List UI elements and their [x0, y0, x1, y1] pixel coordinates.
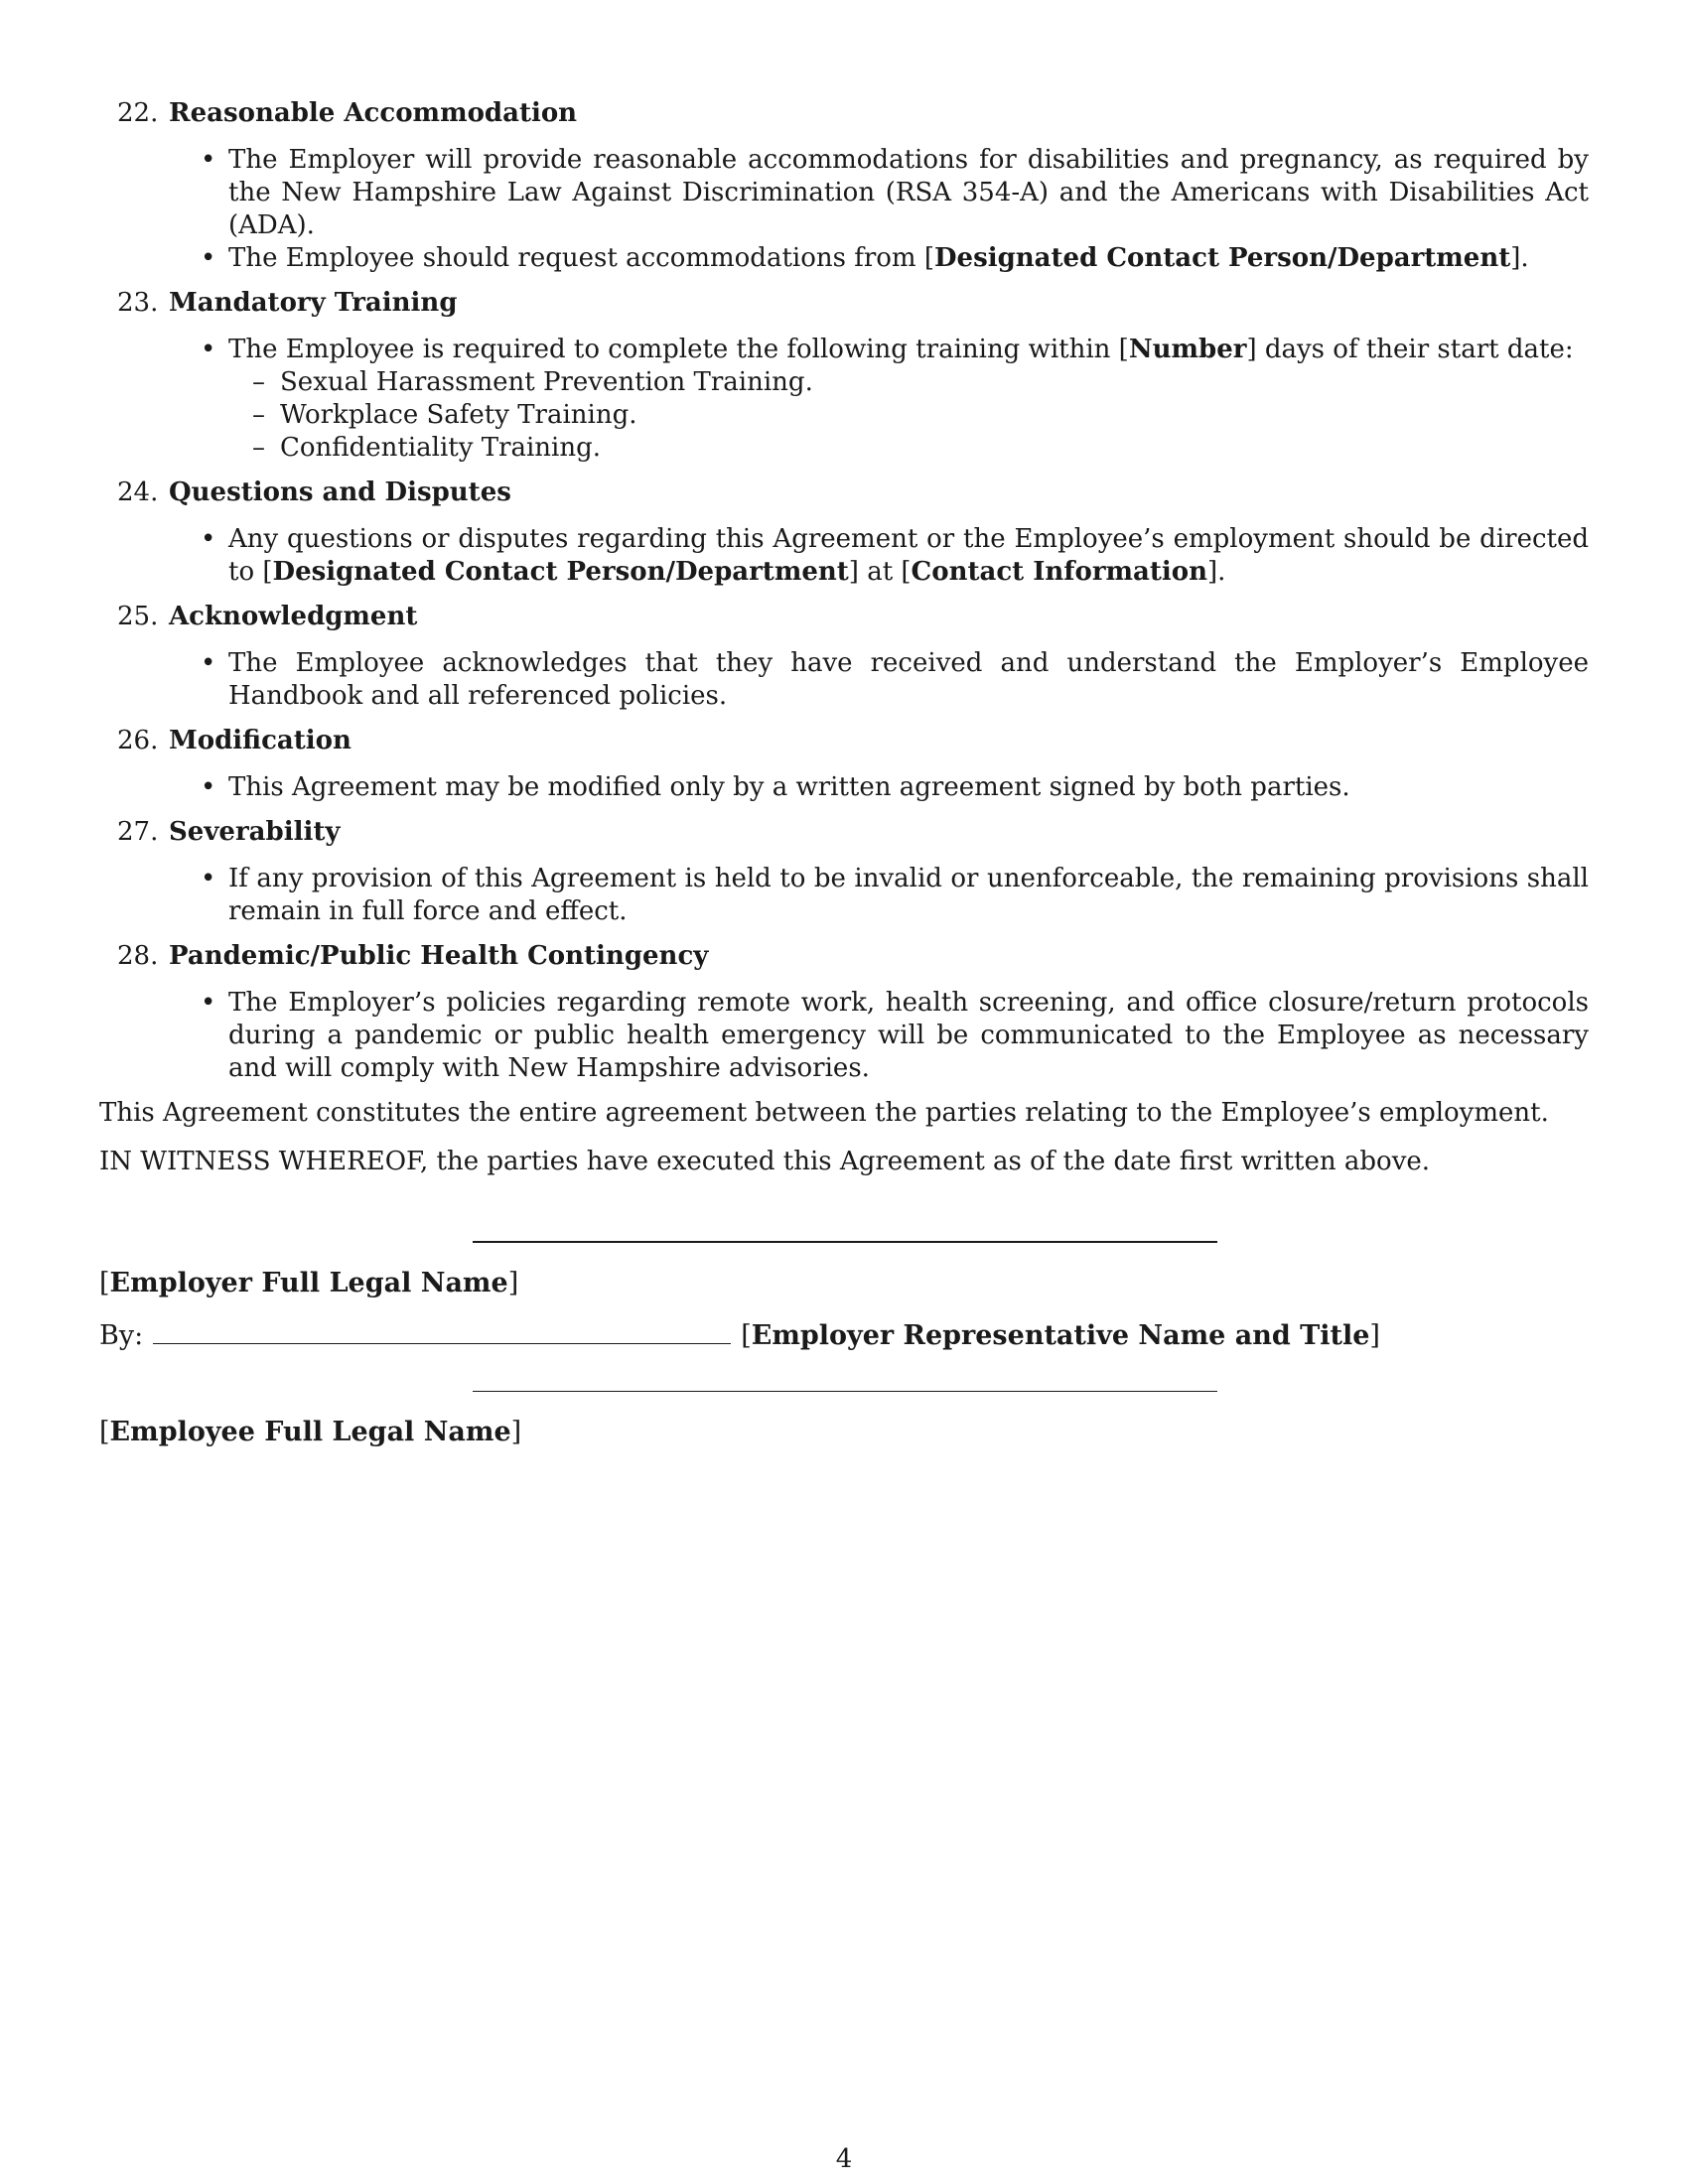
section-title: Reasonable Accommodation — [169, 98, 578, 128]
placeholder-field: Number — [1128, 335, 1247, 364]
bullet-item: • The Employee acknowledges that they have received and understand the Employer’s Employee Handbook and all referenced policies. — [228, 647, 1589, 713]
placeholder-field: Contact Information — [911, 557, 1208, 587]
section-acknowledgment — [99, 601, 1589, 713]
page-number: 4 — [835, 2144, 853, 2174]
section-title: Acknowledgment — [169, 602, 418, 631]
section-modification — [99, 725, 1589, 804]
bullet-item: • The Employee should request accommodations from [Designated Contact Person/Department]. — [228, 242, 1589, 275]
bullet-list — [99, 647, 1589, 713]
employee-signature-line — [473, 1391, 1217, 1392]
bullet-list — [99, 523, 1589, 589]
section-questions-and-disputes — [99, 477, 1589, 589]
section-pandemic-contingency — [99, 940, 1589, 1085]
section-number: 24. — [117, 478, 159, 507]
bullet-item: • The Employer will provide reasonable accommodations for disabilities and pregnancy, as required by the New Hampshire Law Against Discrimination (RSA 354-A) and the Americans with Disabilities Act (ADA). — [228, 144, 1589, 242]
entire-agreement-paragraph: This Agreement constitutes the entire agreement between the parties relating to the Employee’s employment. — [99, 1098, 1549, 1128]
sub-item: – Confidentiality Training. — [280, 432, 1589, 465]
bullet-item: • If any provision of this Agreement is held to be invalid or unenforceable, the remaining provisions shall remain in full force and effect. — [228, 863, 1589, 928]
bullet-list — [99, 987, 1589, 1085]
employer-signature-line — [473, 1241, 1217, 1243]
bullet-list — [99, 144, 1589, 275]
employee-name-label: [Employee Full Legal Name] — [99, 1417, 522, 1447]
section-number: 28. — [117, 941, 159, 971]
sub-list — [228, 366, 1589, 465]
by-label: By: — [99, 1320, 144, 1351]
bullet-item: • The Employer’s policies regarding remote work, health screening, and office closure/return protocols during a pandemic or public health emergency will be communicated to the Employee as necessary and will comply with New Hampshire advisories. — [228, 987, 1589, 1085]
witness-paragraph: IN WITNESS WHEREOF, the parties have executed this Agreement as of the date first written above. — [99, 1147, 1431, 1176]
employer-name-label: [Employer Full Legal Name] — [99, 1268, 519, 1298]
bullet-list — [99, 771, 1589, 804]
section-number: 27. — [117, 817, 159, 847]
section-number: 25. — [117, 602, 159, 631]
section-number: 22. — [117, 98, 159, 128]
section-mandatory-training — [99, 287, 1589, 465]
sub-item: – Workplace Safety Training. — [280, 399, 1589, 432]
sub-item: – Sexual Harassment Prevention Training. — [280, 366, 1589, 399]
section-reasonable-accommodation — [99, 97, 1589, 275]
bullet-item: • Any questions or disputes regarding this Agreement or the Employee’s employment should be directed to [Designated Contact Person/Department] at [Contact Information]. — [228, 523, 1589, 589]
section-title: Pandemic/Public Health Contingency — [169, 941, 709, 971]
representative-signature-line — [153, 1317, 731, 1344]
section-title: Mandatory Training — [169, 288, 458, 318]
section-number: 26. — [117, 726, 159, 755]
bullet-list — [99, 334, 1589, 465]
section-severability — [99, 816, 1589, 928]
representative-line: By: [Employer Representative Name and Title] — [99, 1317, 1380, 1351]
section-title: Questions and Disputes — [169, 478, 511, 507]
section-title: Severability — [169, 817, 341, 847]
bullet-item: • This Agreement may be modified only by a written agreement signed by both parties. — [228, 771, 1589, 804]
representative-name-label: Employer Representative Name and Title — [751, 1320, 1370, 1351]
placeholder-field: Designated Contact Person/Department — [272, 557, 849, 587]
placeholder-field: Designated Contact Person/Department — [934, 243, 1511, 273]
section-title: Modification — [169, 726, 352, 755]
bullet-list — [99, 863, 1589, 928]
bullet-item: • The Employee is required to complete the following training within [Number] days of their start date: – Sexual Harassment Prevention Training. – Workplace Safety Training. – Confidentiality Training. — [228, 334, 1589, 465]
section-number: 23. — [117, 288, 159, 318]
document-body — [99, 97, 1589, 1194]
